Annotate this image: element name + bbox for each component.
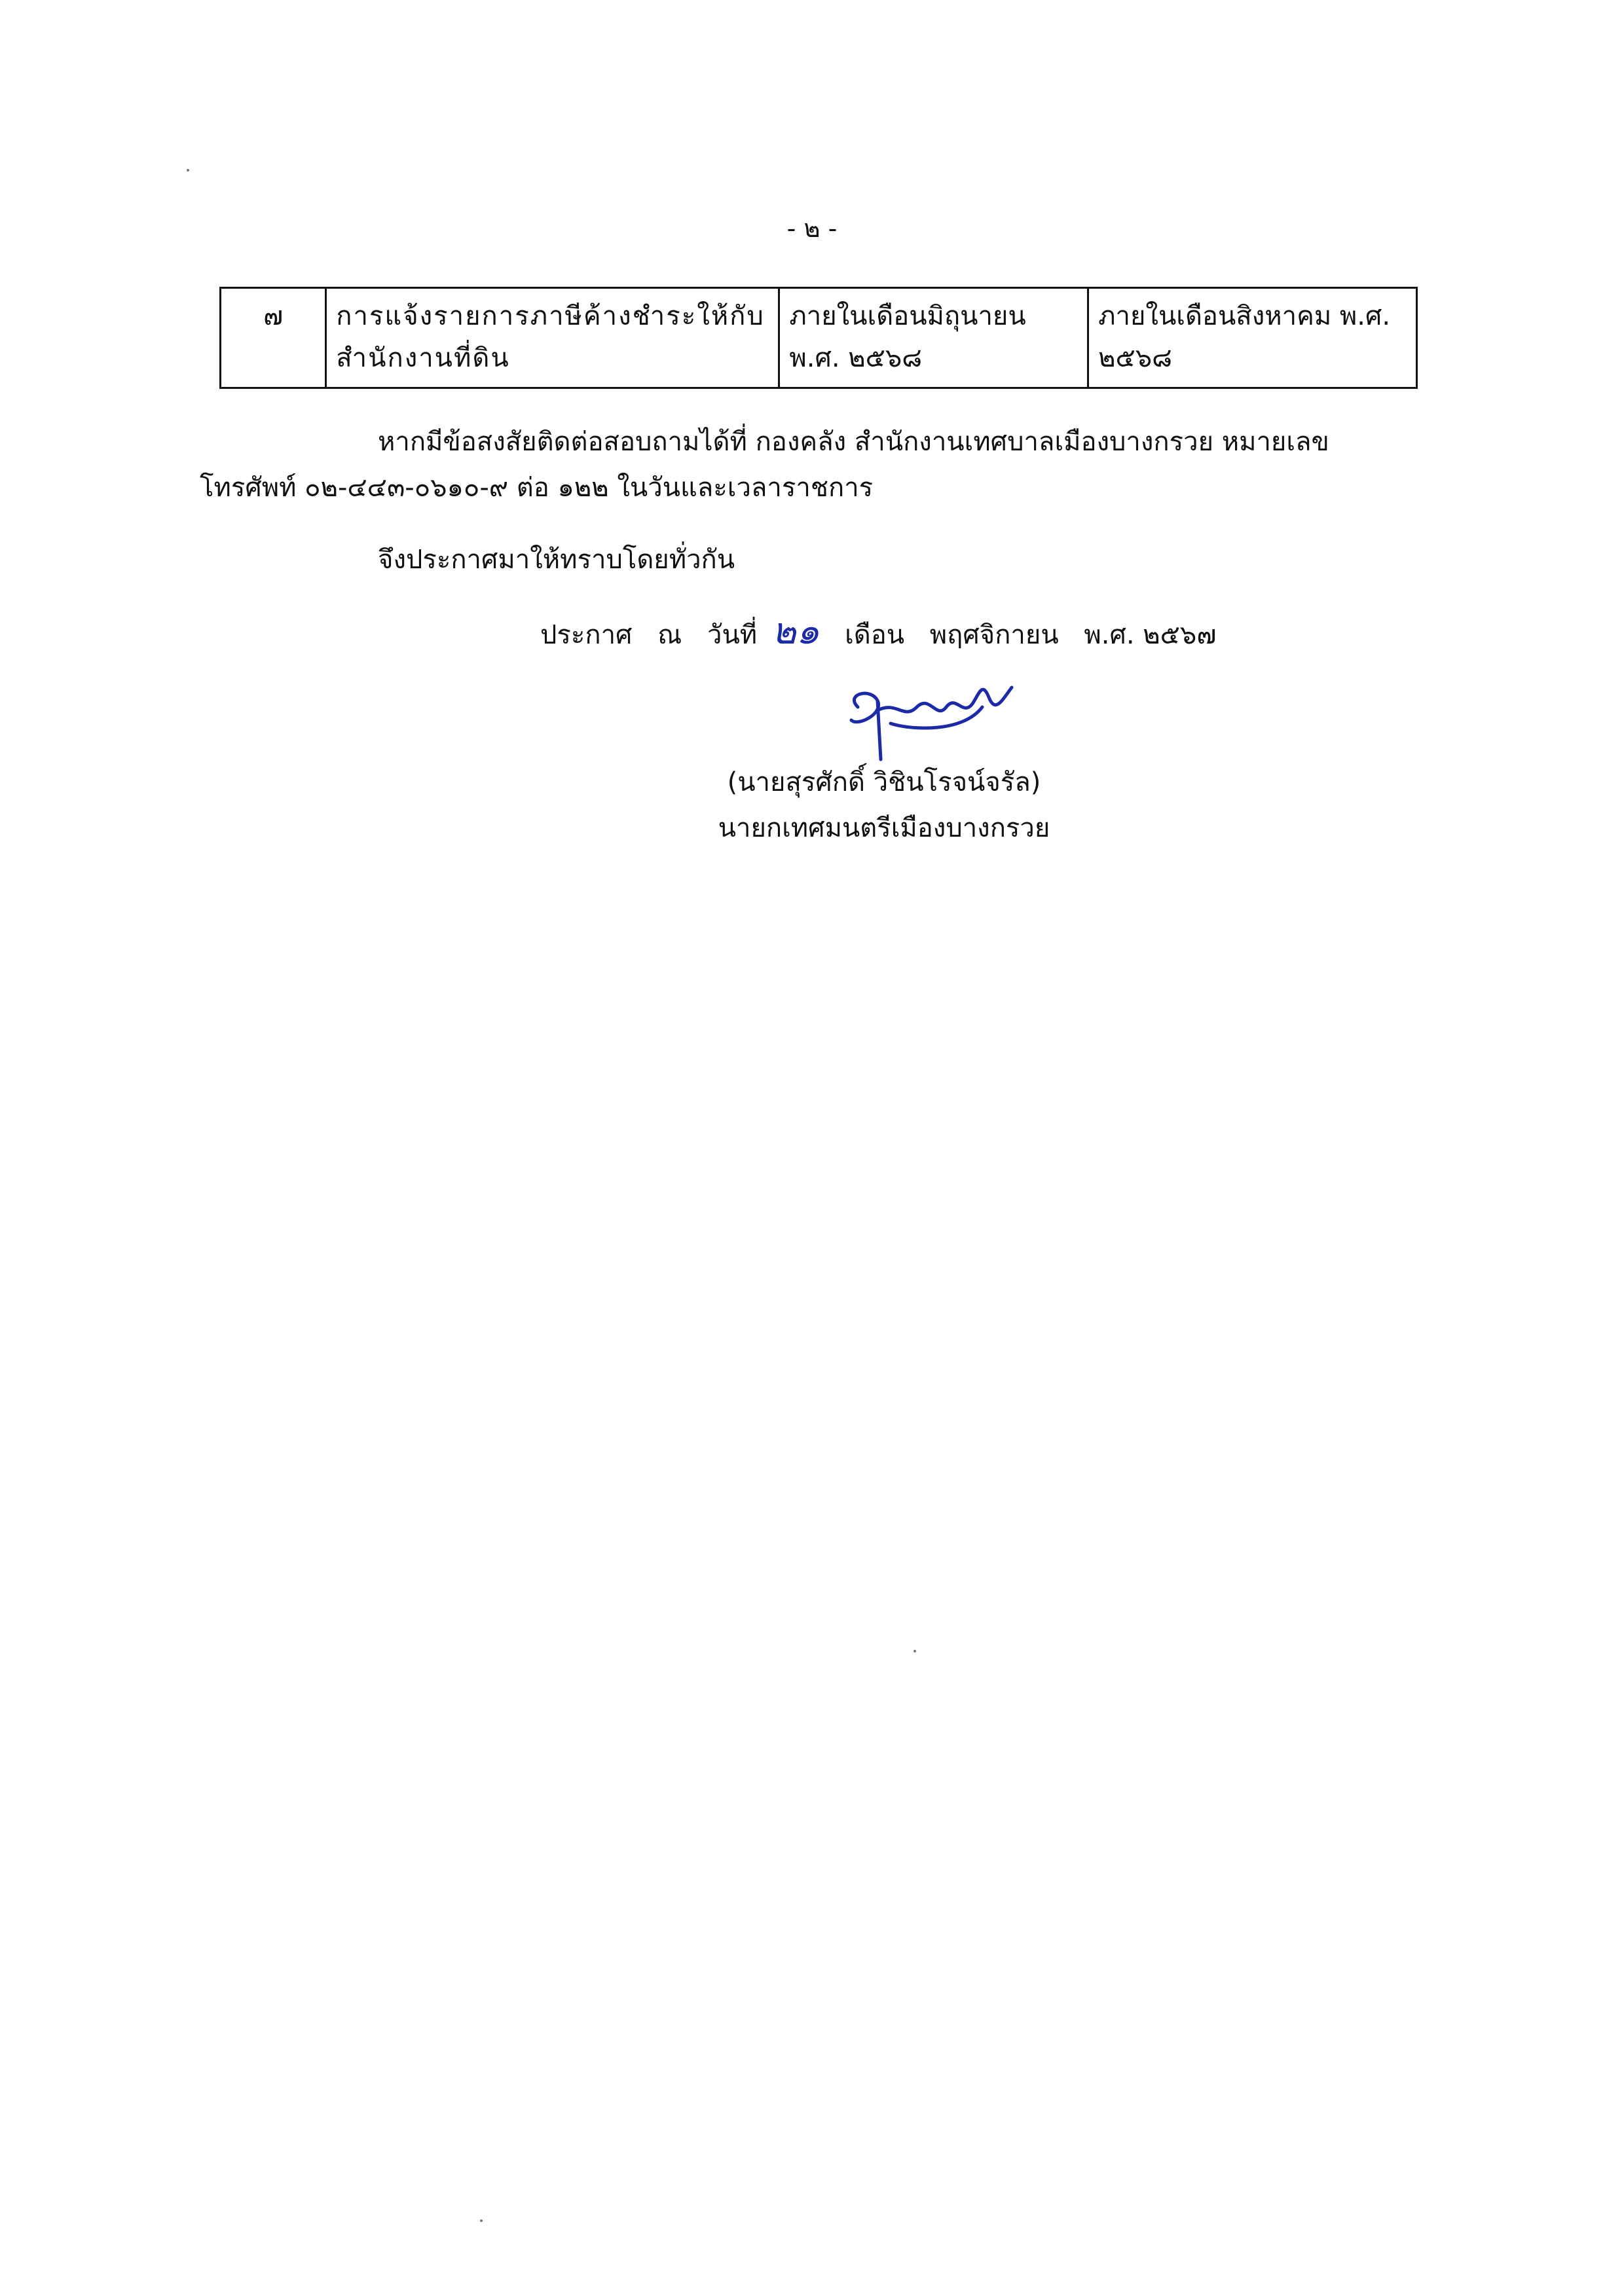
at-label: ณ: [657, 620, 682, 650]
signature-block: [688, 759, 1080, 851]
year-value: พ.ศ. ๒๕๖๗: [1084, 620, 1217, 650]
schedule-table: [219, 287, 1418, 389]
month-value: พฤศจิกายน: [929, 620, 1059, 650]
announcement-dateline: [540, 609, 1233, 658]
signatory-title: นายกเทศมนตรีเมืองบางกรวย: [718, 813, 1050, 843]
handwritten-day: ๒๑: [771, 610, 820, 653]
row-number-cell: ๗: [221, 288, 326, 388]
handwritten-signature: [832, 661, 1028, 766]
contact-paragraph: [200, 419, 1424, 511]
scan-speck: [480, 2219, 483, 2222]
contact-text: หากมีข้อสงสัยติดต่อสอบถามได้ที่ กองคลัง สำนักงานเทศบาลเมืองบางกรวย หมายเลขโทรศัพท์ ๐๒-๔๔๓-๐๖๑๐-๙ ต่อ ๑๒๒ ในวันและเวลาราชการ: [200, 427, 1329, 503]
scan-speck: [913, 1650, 916, 1652]
row-item-cell: การแจ้งรายการภาษีค้างชำระให้กับสำนักงานที่ดิน: [326, 288, 779, 388]
page-number: - ๒ -: [786, 214, 838, 243]
table-row: [221, 288, 1417, 388]
row-end-cell: ภายในเดือนสิงหาคม พ.ศ. ๒๕๖๘: [1088, 288, 1417, 388]
month-label: เดือน: [845, 620, 905, 650]
day-label: วันที่: [707, 620, 758, 650]
announced-label: ประกาศ: [540, 620, 633, 650]
scan-speck: [187, 169, 189, 172]
closing-statement: จึงประกาศมาให้ทราบโดยทั่วกัน: [378, 545, 735, 575]
signatory-name: (นายสุรศักดิ์ วิชินโรจน์จรัล): [727, 767, 1041, 797]
row-start-cell: ภายในเดือนมิถุนายน พ.ศ. ๒๕๖๘: [779, 288, 1088, 388]
